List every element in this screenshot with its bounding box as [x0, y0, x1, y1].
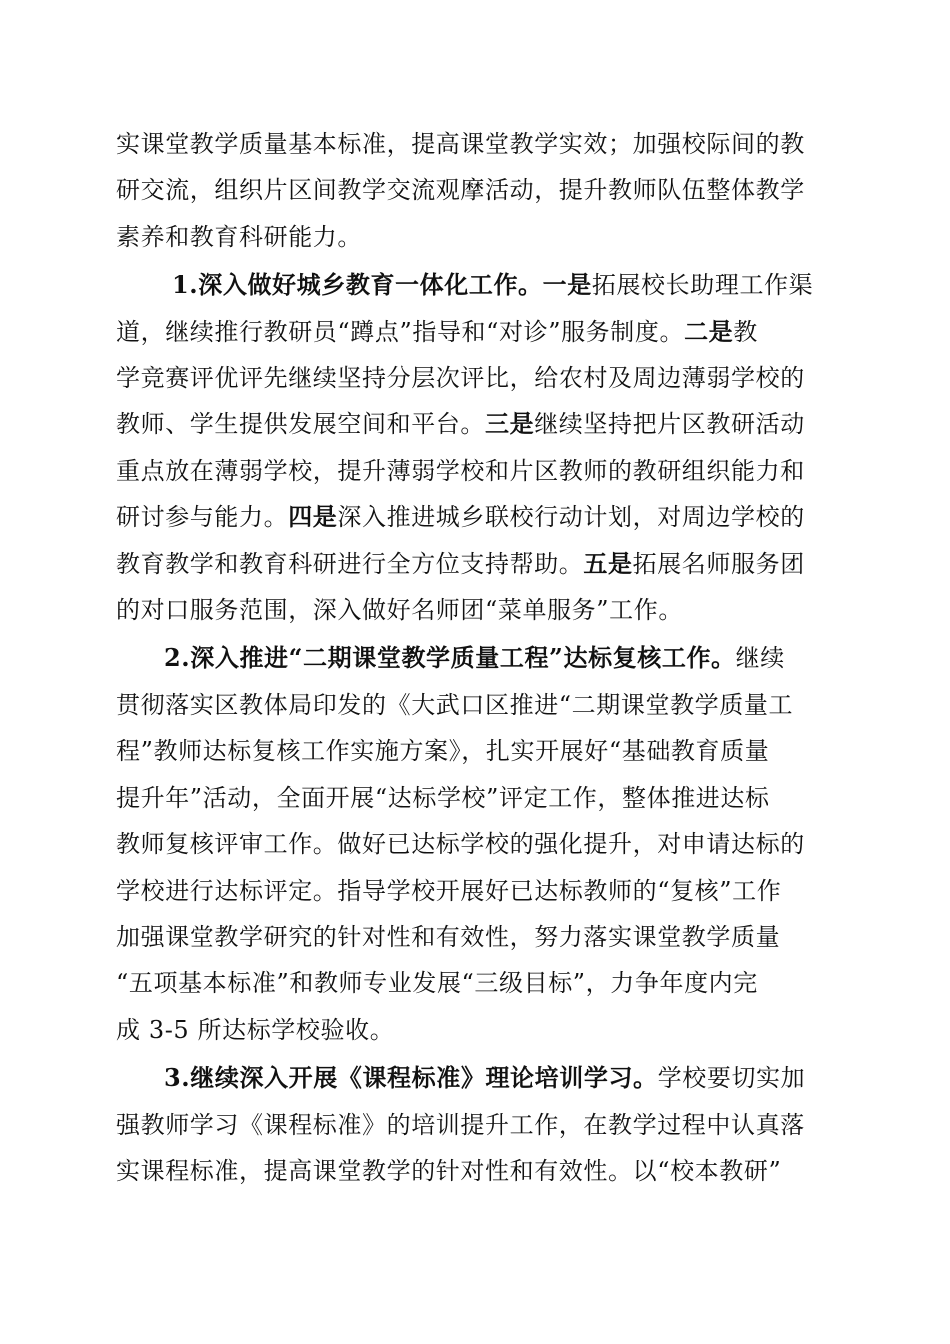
text-segment: 拓展校长助理工作渠 — [591, 271, 814, 300]
text-line: 素养和教育科研能力。 — [116, 222, 362, 251]
text-segment: 研讨参与能力。 — [116, 503, 289, 532]
text-line: 成 3-5 所达标学校验收。 — [116, 1015, 395, 1044]
text-line — [116, 309, 842, 355]
text-line — [116, 494, 842, 540]
paragraph-curriculum-standards — [116, 1055, 842, 1194]
text-segment: 学校要切实加 — [657, 1064, 806, 1093]
section-heading-1: 1.深入做好城乡教育一体化工作。 — [172, 270, 543, 300]
keyword-fourth: 四是 — [288, 502, 338, 532]
keyword-first: 一是 — [542, 270, 592, 300]
text-line: 重点放在薄弱学校，提升薄弱学校和片区教师的教研组织能力和 — [116, 456, 805, 485]
text-line — [116, 541, 842, 587]
text-line: 研交流，组织片区间教学交流观摩活动，提升教师队伍整体教学 — [116, 176, 805, 205]
text-line: “五项基本标准”和教师专业发展“三级目标”，力争年度内完 — [116, 969, 758, 998]
paragraph-intro-continuation — [116, 121, 842, 260]
text-line: 贯彻落实区教体局印发的《大武口区推进“二期课堂教学质量工 — [116, 690, 794, 719]
text-line — [116, 262, 842, 308]
text-segment: 深入推进城乡联校行动计划，对周边学校的 — [337, 503, 805, 532]
text-line — [116, 401, 842, 447]
keyword-third: 三是 — [485, 409, 535, 439]
text-line: 加强课堂教学研究的针对性和有效性，努力落实课堂教学质量 — [116, 922, 781, 951]
text-segment: 教育教学和教育科研进行全方位支持帮助。 — [116, 549, 584, 578]
text-line: 教师复核评审工作。做好已达标学校的强化提升，对申请达标的 — [116, 830, 805, 859]
paragraph-quality-project-review — [116, 635, 842, 1053]
text-line: 实课程标准，提高课堂教学的针对性和有效性。以“校本教研” — [116, 1156, 782, 1185]
text-line: 学校进行达标评定。指导学校开展好已达标教师的“复核”工作 — [116, 876, 782, 905]
text-line — [116, 1055, 842, 1101]
text-line: 的对口服务范围，深入做好名师团“菜单服务”工作。 — [116, 596, 683, 625]
text-line: 学竞赛评优评先继续坚持分层次评比，给农村及周边薄弱学校的 — [116, 364, 805, 393]
section-heading-3: 3.继续深入开展《课程标准》理论培训学习。 — [164, 1063, 658, 1093]
text-segment: 继续 — [735, 644, 785, 673]
keyword-fifth: 五是 — [583, 548, 633, 578]
text-line: 提升年”活动，全面开展“达标学校”评定工作，整体推进达标 — [116, 783, 770, 812]
text-segment: 拓展名师服务团 — [632, 549, 805, 578]
text-segment: 继续坚持把片区教研活动 — [534, 410, 805, 439]
text-segment: 教 — [733, 317, 758, 346]
text-segment: 道，继续推行教研员“蹲点”指导和“对诊”服务制度。 — [116, 317, 685, 346]
text-line: 程”教师达标复核工作实施方案》，扎实开展好“基础教育质量 — [116, 737, 770, 766]
text-line — [116, 635, 842, 681]
section-heading-2: 2.深入推进“二期课堂教学质量工程”达标复核工作。 — [164, 643, 736, 673]
text-segment: 教师、学生提供发展空间和平台。 — [116, 410, 485, 439]
keyword-second: 二是 — [684, 316, 734, 346]
text-line: 强教师学习《课程标准》的培训提升工作，在教学过程中认真落 — [116, 1110, 805, 1139]
paragraph-urban-rural-integration — [116, 262, 842, 633]
document-body — [116, 121, 842, 1194]
text-line: 实课堂教学质量基本标准，提高课堂教学实效；加强校际间的教 — [116, 130, 805, 158]
